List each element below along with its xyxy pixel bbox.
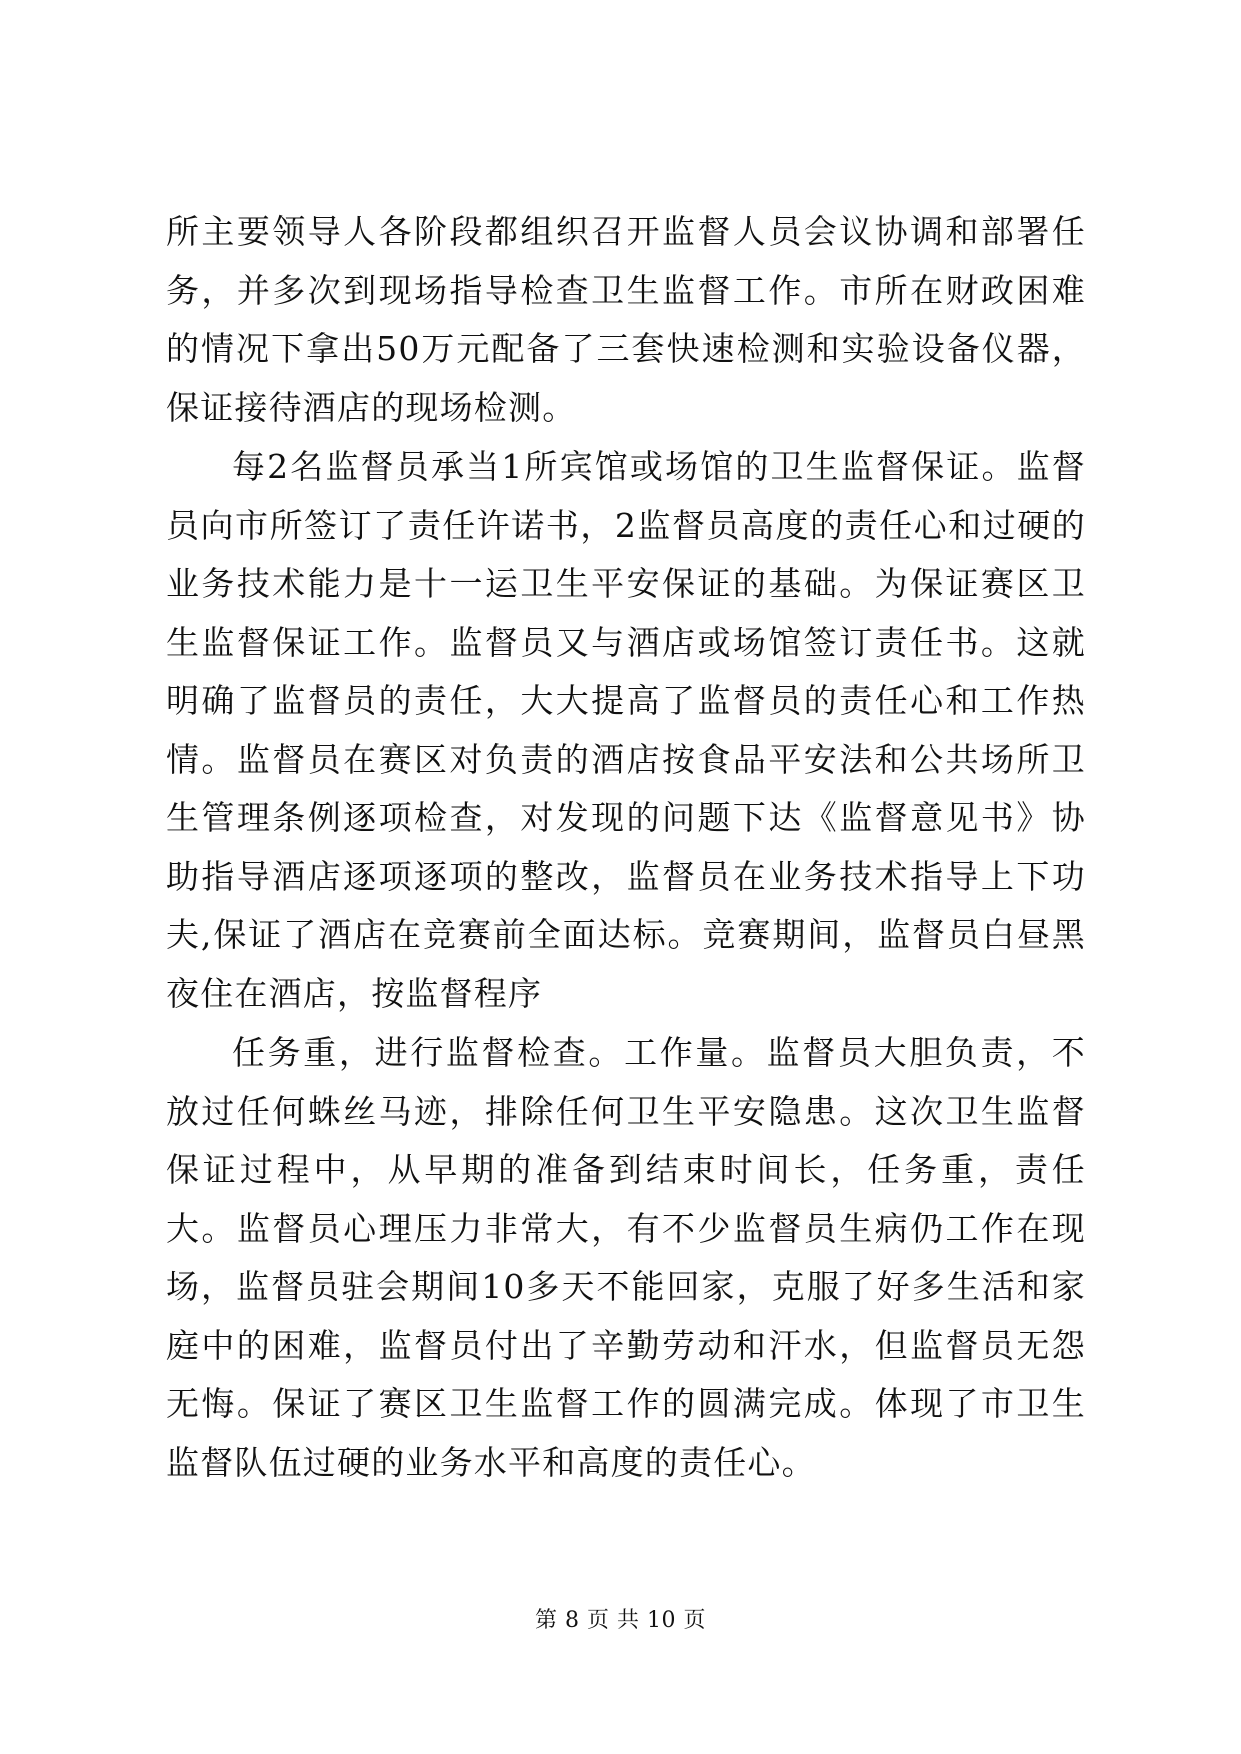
paragraph-3: 任务重，进行监督检查。工作量。监督员大胆负责，不放过任何蛛丝马迹，排除任何卫生平安隐患。这次卫生监督保证过程中，从早期的准备到结束时间长，任务重，责任大。监督员心理压力非常大，有不少监督员生病仍工作在现场，监督员驻会期间10多天不能回家，克服了好多生活和家庭中的困难，监督员付出了辛勤劳动和汗水，但监督员无怨无悔。保证了赛区卫生监督工作的圆满完成。体现了市卫生监督队伍过硬的业务水平和高度的责任心。 xyxy=(166,1033,1086,1482)
page-footer: 第 8 页 共 10 页 xyxy=(535,1608,706,1633)
document-body xyxy=(166,203,1086,1493)
paragraph-1: 所主要领导人各阶段都组织召开监督人员会议协调和部署任务，并多次到现场指导检查卫生监督工作。市所在财政困难的情况下拿出50万元配备了三套快速检测和实验设备仪器，保证接待酒店的现场检测。 xyxy=(166,212,1086,427)
paragraph-2: 每2名监督员承当1所宾馆或场馆的卫生监督保证。监督员向市所签订了责任许诺书，2监督员高度的责任心和过硬的业务技术能力是十一运卫生平安保证的基础。为保证赛区卫生监督保证工作。监督员又与酒店或场馆签订责任书。这就明确了监督员的责任，大大提高了监督员的责任心和工作热情。监督员在赛区对负责的酒店按食品平安法和公共场所卫生管理条例逐项检查，对发现的问题下达《监督意见书》协助指导酒店逐项逐项的整改，监督员在业务技术指导上下功夫,保证了酒店在竞赛前全面达标。竞赛期间，监督员白昼黑夜住在酒店，按监督程序 xyxy=(166,447,1086,1013)
